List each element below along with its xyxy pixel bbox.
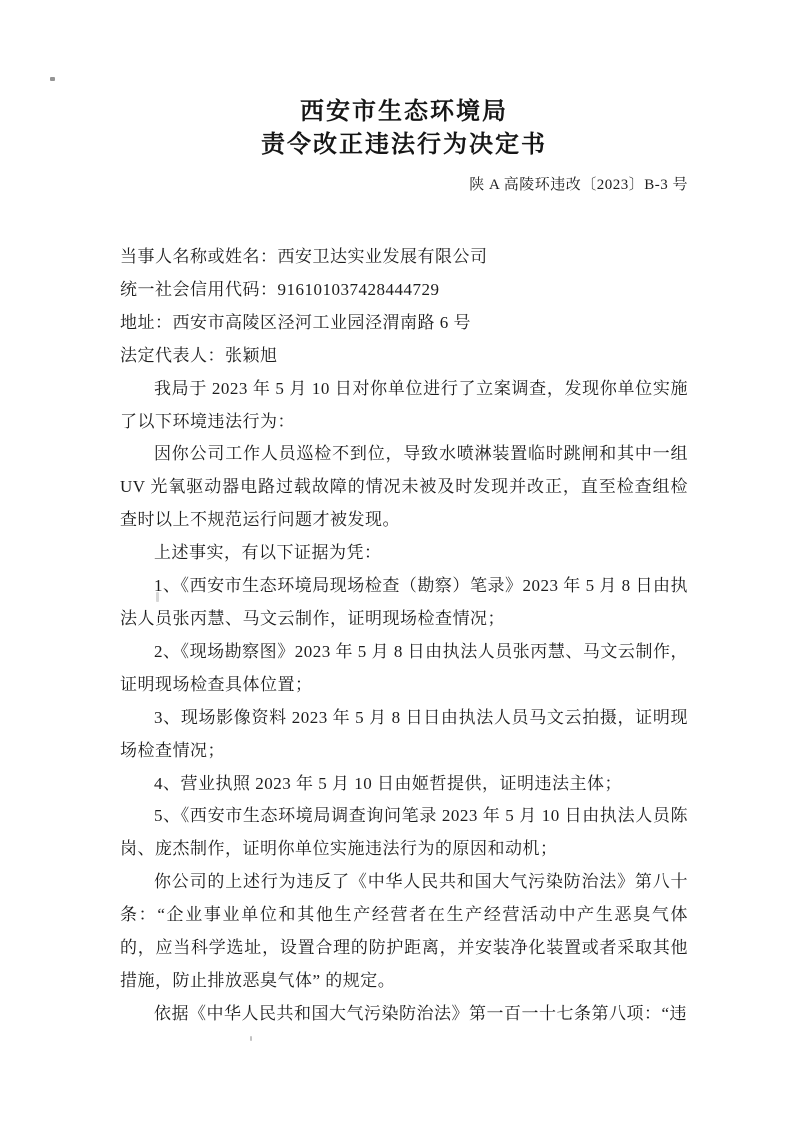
body-paragraph-law-violated: 你公司的上述行为违反了《中华人民共和国大气污染防治法》第八十条：“企业事业单位和其他生产经营者在生产经营活动中产生恶臭气体的，应当科学选址，设置合理的防护距离，并安装净化装置或者采取其他措施，防止排放恶臭气体” 的规定。 [120, 872, 688, 990]
body-paragraph-evidence-2: 2、《现场勘察图》2023 年 5 月 8 日由执法人员张丙慧、马文云制作，证明现场检查具体位置； [120, 641, 688, 694]
body-paragraph-evidence-1: 1、《西安市生态环境局现场检查（勘察）笔录》2023 年 5 月 8 日由执法人员张丙慧、马文云制作，证明现场检查情况； [120, 576, 688, 628]
body-paragraph-evidence-4: 4、营业执照 2023 年 5 月 10 日由姬哲提供，证明违法主体； [154, 773, 622, 793]
body-paragraph-investigation: 我局于 2023 年 5 月 10 日对你单位进行了立案调查，发现你单位实施了以下环境违法行为： [120, 378, 688, 431]
body-paragraph-violation: 因你公司工作人员巡检不到位，导致水喷淋装置临时跳闸和其中一组 UV 光氧驱动器电路过载故障的情况未被及时发现并改正，直至检查组检查时以上不规范运行问题才被发现。 [120, 444, 688, 530]
document-header [120, 0, 688, 162]
document-number: 陕 A 高陵环违改〔2023〕B-3 号 [469, 177, 688, 193]
credit-code-line: 统一社会信用代码：916101037428444729 [120, 279, 440, 299]
body-paragraph-evidence-5: 5、《西安市生态环境局调查询问笔录 2023 年 5 月 10 日由执法人员陈岗、庞杰制作，证明你单位实施违法行为的原因和动机； [120, 806, 688, 859]
legal-rep-line: 法定代表人：张颖旭 [120, 345, 278, 365]
scan-artifact [50, 77, 55, 81]
document-title-line2: 责令改正违法行为决定书 [261, 132, 547, 158]
address-line: 地址：西安市高陵区泾河工业园泾渭南路 6 号 [120, 312, 471, 332]
party-name-line: 当事人名称或姓名：西安卫达实业发展有限公司 [120, 247, 488, 266]
body-paragraph-evidence-intro: 上述事实，有以下证据为凭： [154, 543, 382, 563]
body-paragraph-law-basis: 依据《中华人民共和国大气污染防治法》第一百一十七条第八项：“违 [154, 1003, 688, 1023]
body-paragraph-evidence-3: 3、现场影像资料 2023 年 5 月 8 日日由执法人员马文云拍摄，证明现场检查情况； [120, 707, 688, 760]
document-body [120, 241, 688, 1031]
document-title-line1: 西安市生态环境局 [300, 99, 508, 125]
scan-artifact [250, 1036, 252, 1041]
document-content [120, 0, 688, 1031]
